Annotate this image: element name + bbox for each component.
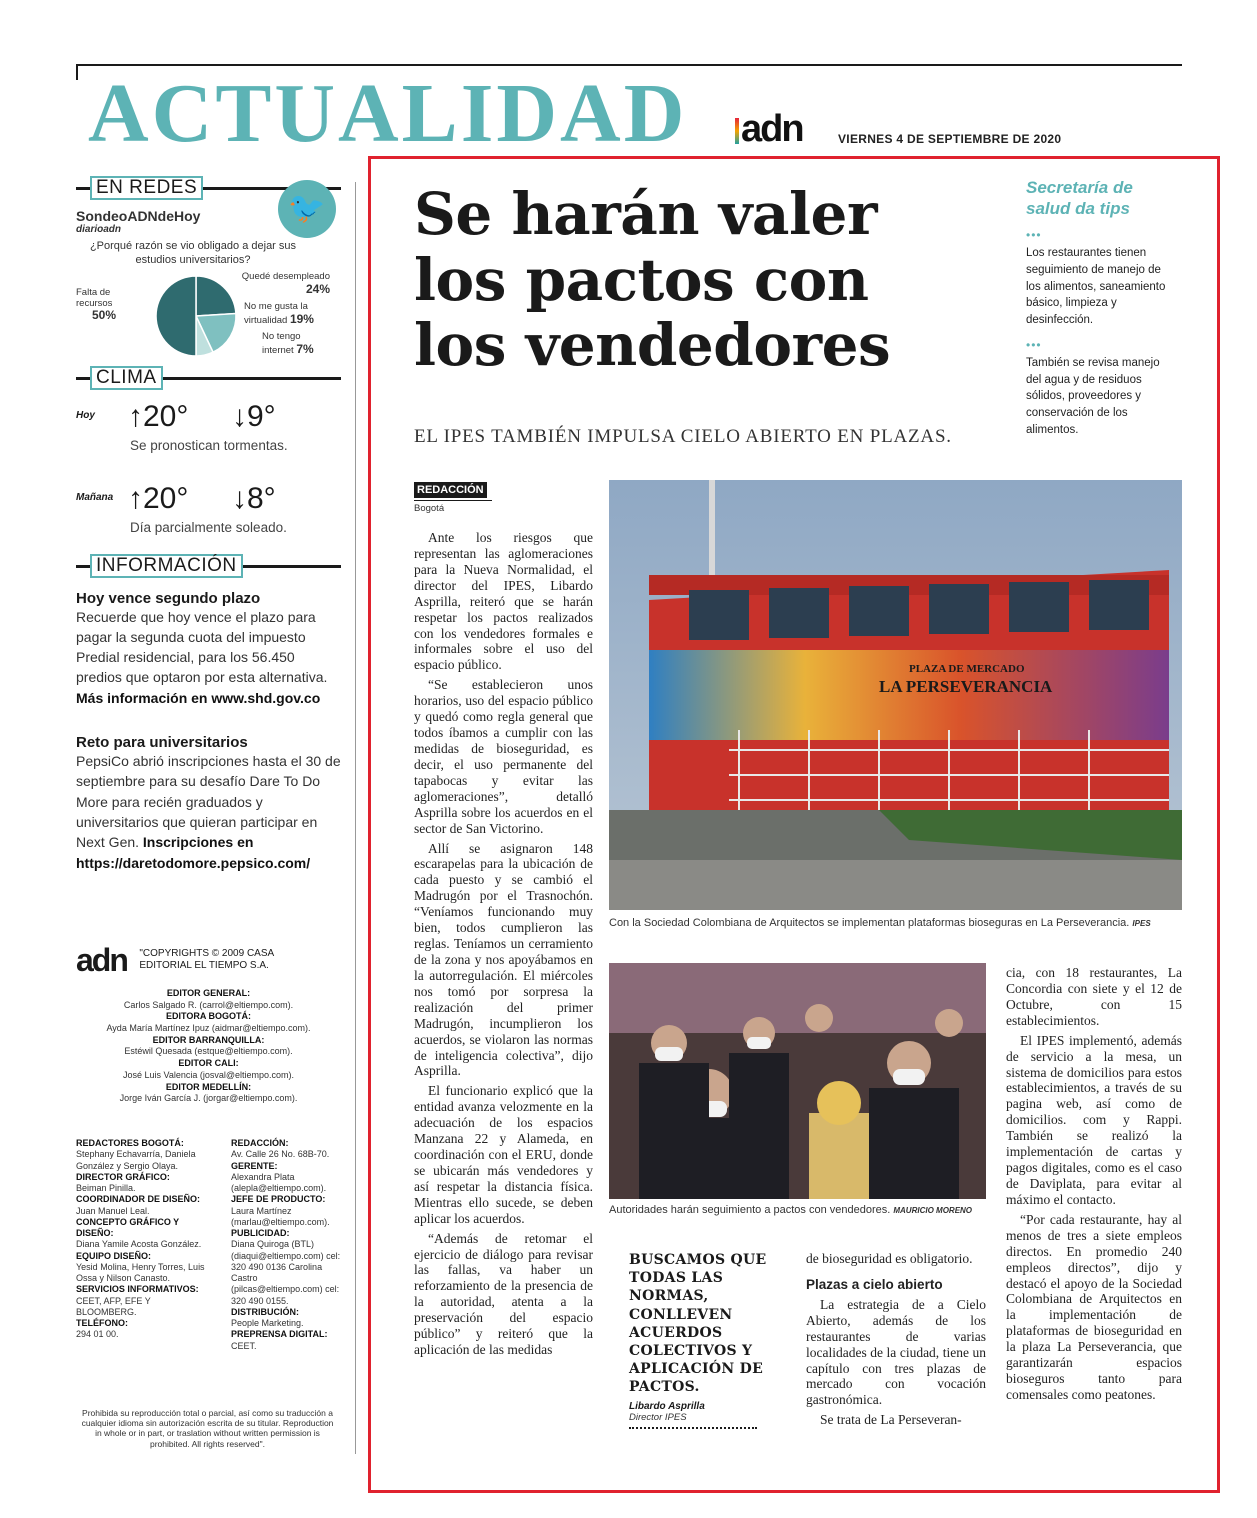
- photo-sign-main: LA PERSEVERANCIA: [879, 677, 1053, 696]
- poll-handle: diarioadn: [76, 224, 122, 235]
- subsection-title: Plazas a cielo abierto: [806, 1276, 943, 1292]
- section-label: CLIMA: [90, 366, 163, 390]
- staff-entry: SERVICIOS INFORMATIVOS: CEET, AFP, EFE Y BLOOMBERG.: [76, 1284, 199, 1317]
- weather-day: Mañana: [76, 491, 114, 503]
- staff-entry: JEFE DE PRODUCTO: Laura Martínez (marlau@eltiempo.com).: [231, 1194, 330, 1227]
- photo-perseverancia: [609, 480, 1182, 910]
- pullquote-text: BUSCAMOS QUE TODAS LAS NORMAS, CONLLEVEN ACUERDOS COLECTIVOS Y APLICACIÓN DE PACTOS.: [629, 1252, 767, 1396]
- credits-logo: adn: [76, 942, 127, 978]
- logo-color-bar: [735, 118, 739, 144]
- paragraph: Se trata de La Perseveran-: [820, 1412, 962, 1428]
- paragraph: Ante los riesgos que representan las aglomeraciones para la Nueva Normalidad, el director del IPES, Libardo Asprilla, reiteró que se harán respetar los pactos realizados con los vendedores formales e informales sobre el uso del espacio público.: [414, 530, 593, 673]
- paragraph: “Por cada restaurante, hay al menos de tres a siete empleos directos. En promedio 240 empleos directos”, dijo y destacó el apoyo de la Sociedad Colombiana de Arquitectos en la implementación de plataformas de bioseguridad en la plaza La Perseverancia, que garantizarán espacios bioseguros tanto para comensales como peatones.: [1006, 1211, 1182, 1402]
- info-link-pepsico[interactable]: Inscripciones en https://daretodomore.pepsico.com/: [76, 834, 311, 871]
- credits-box: [76, 944, 341, 1105]
- issue-date: VIERNES 4 DE SEPTIEMBRE DE 2020: [838, 132, 1062, 146]
- section-label: INFORMACIÓN: [90, 554, 243, 578]
- article-column-4: [1006, 965, 1182, 1407]
- editor-entry: EDITOR GENERAL: Carlos Salgado R. (carrol@eltiempo.com).: [123, 988, 294, 1010]
- info-title-reto: Reto para universitarios: [76, 734, 248, 752]
- section-label: EN REDES: [90, 176, 203, 200]
- weather-high: ↑20°: [128, 399, 189, 433]
- tips-dots: •••: [1026, 337, 1042, 352]
- article-column-3: [806, 1251, 986, 1432]
- editors-list: [76, 988, 341, 1105]
- editor-entry: EDITORA BOGOTÁ: Ayda María Martínez Ipuz (aidmar@eltiempo.com).: [106, 1011, 311, 1034]
- staff-col-right: [231, 1138, 341, 1352]
- pullquote: [629, 1251, 769, 1429]
- prohibition-notice: Prohibida su reproducción total o parcial, así como su traducción a cualquier idioma sin autorización escrita de su titular. Reproduction in whole or in part, or traslation without written permission is prohibited. All rights reserved".: [81, 1408, 334, 1449]
- weather-desc: Se pronostican tormentas.: [130, 437, 288, 453]
- paragraph: de bioseguridad es obligatorio.: [806, 1251, 973, 1266]
- paragraph: El funcionario explicó que la entidad avanza velozmente en la adecuación de los espacios Manzana 22 y Alameda, en coordinación con el ERU, donde se ubicarán más vendedores y así respetar la distancia física. Mientras ello sucede, se deben aplicar los acuerdos.: [414, 1083, 593, 1226]
- pullquote-author: Libardo Asprilla: [629, 1400, 705, 1412]
- pie-svg: [154, 274, 238, 358]
- photo-caption-1: Con la Sociedad Colombiana de Arquitectos se implementan plataformas bioseguras en La Perseverancia. IPES: [609, 917, 1151, 929]
- logo-text: adn: [741, 108, 803, 150]
- article-subhead: EL IPES TAMBIÉN IMPULSA CIELO ABIERTO EN PLAZAS.: [414, 426, 952, 447]
- info-body-reto: PepsiCo abrió inscripciones hasta el 30 de septiembre para su desafío Dare To Do More para recién graduados y universitarios que quieran participar en Next Gen. Inscripciones en https://daretodomore.pepsico.com/: [76, 753, 341, 871]
- pie-slice: [196, 276, 236, 316]
- section-head-info: [76, 554, 341, 578]
- photo-credit: MAURICIO MORENO: [893, 1206, 973, 1215]
- staff-entry: REDACCIÓN: Av. Calle 26 No. 68B-70.: [231, 1138, 330, 1160]
- pie-slice: [156, 276, 196, 356]
- article-column-1: [414, 530, 593, 1362]
- poll-hashtag: SondeoADNdeHoy: [76, 208, 201, 224]
- photo-caption-2: Autoridades harán seguimiento a pactos con vendedores. MAURICIO MORENO: [609, 1204, 973, 1216]
- section-title: ACTUALIDAD: [88, 67, 688, 160]
- pie-label-recursos: Falta de recursos 50%: [76, 286, 117, 323]
- paragraph: cia, con 18 restaurantes, La Concordia con siete y el 12 de Octubre, con 15 establecimientos.: [1006, 965, 1182, 1028]
- weather-low: ↓9°: [232, 399, 276, 433]
- poll-question: ¿Porqué razón se vio obligado a dejar sus estudios universitarios?: [89, 240, 297, 267]
- column-divider: [355, 182, 356, 1454]
- crowd-illustration: [609, 963, 986, 1199]
- info-title-predial: Hoy vence segundo plazo: [76, 589, 261, 607]
- pie-label-desempleado: Quedé desempleado 24%: [241, 270, 330, 296]
- weather-today: [76, 398, 341, 480]
- section-head-clima: [76, 366, 341, 390]
- tips-item: Los restaurantes tienen seguimiento de manejo de los alimentos, saneamiento básico, limpieza y desinfección.: [1026, 247, 1166, 327]
- info-body-predial: Recuerde que hoy vence el plazo para pagar la segunda cuota del impuesto Predial residencial, para los 56.450 predios que optaron por esta alternativa. Más información en www.shd.gov.co: [76, 608, 328, 706]
- byline-city: Bogotá: [414, 500, 492, 514]
- staff-entry: GERENTE: Alexandra Plata (alepla@eltiempo.com).: [231, 1160, 327, 1193]
- paragraph: “Se establecieron unos horarios, uso del espacio público y quedó como regla general que todos íbamos a cumplir con las medidas de bioseguridad, es decir, el uso permanente del tapabocas y evitar las aglomeraciones”, detalló Asprilla sobre los acuerdos en el sector de San Victorino.: [414, 677, 593, 836]
- paragraph: “Además de retomar el ejercicio de diálogo para revisar las fallas, va haber un reforzamiento de la presencia de la autoridad, atenta a la preservación del espacio público” y reiteró que la aplicación de las medidas: [414, 1230, 593, 1358]
- paragraph: La estrategia de a Cielo Abierto, además de los restaurantes de varias localidades de la ciudad, tiene un capítulo con tres plazas de mercado con vocación gastronómica.: [806, 1296, 986, 1408]
- staff-entry: TELÉFONO: 294 01 00.: [76, 1318, 128, 1340]
- staff-entry: PREPRENSA DIGITAL: CEET.: [231, 1329, 328, 1351]
- staff-entry: REDACTORES BOGOTÁ: Stephany Echavarría, Daniela González y Sergio Olaya.: [76, 1138, 196, 1171]
- pie-label-internet: No tengo internet 7%: [262, 330, 314, 356]
- paragraph: Allí se asignaron 148 escarapelas para la ubicación de cada puesto y se cambió el Madrugón por el Trasnochón. “Veníamos funcionando muy bien, todos cumplieron las reglas. Teníamos un cerramiento de la zona y nos apoyábamos en la autorregulación. El miércoles nos tomó por sorpresa la realización del primer Madrugón, incumplieron los acuerdos, se violaron las normas de inteligencia colectiva”, dijo Asprilla.: [414, 840, 593, 1079]
- sidebar: [76, 176, 341, 873]
- tips-item: También se revisa manejo del agua y de residuos sólidos, proveedores y conservación de los alimentos.: [1026, 356, 1160, 436]
- paragraph: El IPES implementó, además de servicio a la mesa, un sistema de domicilios para estos establecimientos, a través de su pagina web, así como de domicilios. com y Rappi. También se realizó la implementación de cartas y pagos digitales, como es el caso de Daviplata, para evitar al máximo el contacto.: [1006, 1032, 1182, 1207]
- staff-entry: COORDINADOR DE DISEÑO: Juan Manuel Leal.: [76, 1194, 201, 1216]
- tips-box: [1026, 178, 1176, 438]
- top-rule: [76, 64, 1182, 66]
- twitter-bird-icon: 🐦: [278, 180, 336, 238]
- staff-entry: DISTRIBUCIÓN: People Marketing.: [231, 1306, 304, 1328]
- weather-low: ↓8°: [232, 481, 276, 515]
- credits-copyright: "COPYRIGHTS © 2009 CASA EDITORIAL EL TIEMPO S.A.: [139, 948, 274, 971]
- staff-col-left: [76, 1138, 211, 1341]
- info-link-shd[interactable]: Más información en www.shd.gov.co: [76, 689, 321, 706]
- tips-dots: •••: [1026, 228, 1042, 243]
- photo-sign-top: PLAZA DE MERCADO: [909, 663, 1025, 675]
- byline-author: REDACCIÓN: [414, 482, 487, 498]
- weather-high: ↑20°: [128, 481, 189, 515]
- adn-logo: [735, 110, 803, 148]
- photo-market-crowd: [609, 963, 986, 1199]
- byline: [414, 480, 492, 514]
- poll-pie-chart: [76, 270, 341, 360]
- pullquote-dotted-rule: [629, 1427, 757, 1429]
- building-illustration: [609, 480, 1182, 910]
- staff-entry: DIRECTOR GRÁFICO: Beiman Pinilla.: [76, 1171, 170, 1193]
- pie-label-virtualidad: No me gusta la virtualidad 19%: [244, 300, 314, 326]
- weather-tomorrow: [76, 480, 341, 562]
- top-rule-tick: [76, 64, 78, 80]
- editor-entry: EDITOR MEDELLÍN: Jorge Iván García J. (jorgar@eltiempo.com).: [119, 1081, 298, 1104]
- staff-entry: EQUIPO DISEÑO: Yesid Molina, Henry Torres, Luis Ossa y Nilson Canasto.: [76, 1250, 205, 1283]
- weather-day: Hoy: [76, 409, 95, 421]
- editor-entry: EDITOR BARRANQUILLA: Estéwil Quesada (estque@eltiempo.com).: [124, 1034, 293, 1057]
- weather-desc: Día parcialmente soleado.: [130, 519, 287, 535]
- article-headline: Se harán valer los pactos con los vendedores: [414, 180, 891, 380]
- editor-entry: EDITOR CALI: José Luis Valencia (josval@eltiempo.com).: [122, 1058, 295, 1080]
- staff-entry: CONCEPTO GRÁFICO Y DISEÑO: Diana Yamile Acosta González.: [76, 1216, 202, 1250]
- photo-credit: IPES: [1132, 919, 1151, 928]
- tips-title: Secretaría de salud da tips: [1026, 178, 1133, 218]
- pullquote-role: Director IPES: [629, 1411, 687, 1423]
- staff-entry: PUBLICIDAD: Diana Quiroga (BTL) (diaqui@eltiempo.com) cel: 320 490 0136 Carolina Castro (pilcas@eltiempo.com) cel: 320 490 0155.: [231, 1228, 341, 1306]
